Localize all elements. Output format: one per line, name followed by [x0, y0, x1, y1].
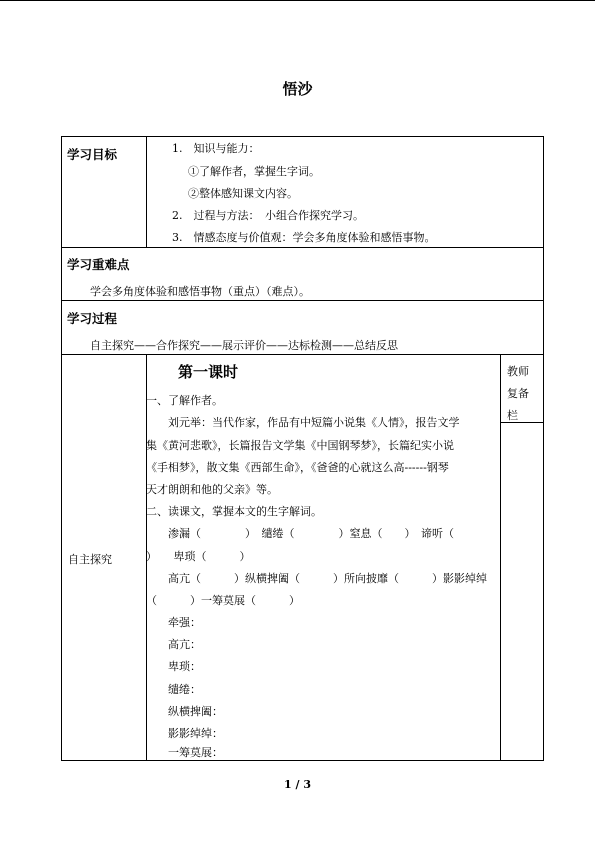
content-line: 一、了解作者。: [146, 394, 223, 407]
process-heading: 学习过程: [67, 311, 118, 326]
goal-item: ①了解作者，掌握生字词。: [188, 165, 320, 178]
content-line: （ ）一筹莫展（ ）: [146, 594, 300, 607]
content-line: 天才朗朗和他的父亲》等。: [146, 483, 278, 496]
page-number: 1 / 3: [284, 778, 311, 791]
side-note-line: 教师: [507, 365, 529, 378]
column-divider: [500, 354, 501, 761]
row-divider: [61, 300, 544, 301]
goals-heading: 学习目标: [67, 147, 118, 162]
content-line: 卑琐：: [168, 660, 201, 673]
difficulty-text: 学会多角度体验和感悟事物（重点）（难点）。: [90, 285, 310, 298]
content-line: 高亢：: [168, 638, 201, 651]
goal-item: 1. 知识与能力：: [172, 142, 260, 155]
content-line: 二、读课文，掌握本文的生字解词。: [146, 505, 322, 518]
content-line: 牵强：: [168, 616, 201, 629]
goal-item: 3. 情感态度与价值观：学会多角度体验和感悟事物。: [172, 231, 436, 244]
difficulty-heading: 学习重难点: [67, 257, 130, 272]
content-line: 一筹莫展：: [168, 746, 223, 759]
content-line: 影影绰绰：: [168, 727, 223, 740]
lesson-title: 第一课时: [178, 363, 239, 381]
content-line: 纵横捭阖：: [168, 705, 223, 718]
process-text: 自主探究——合作探究——展示评价——达标检测——总结反思: [90, 339, 398, 352]
teacher-notes-label: [507, 361, 529, 427]
content-line: 刘元举：当代作家，作品有中短篇小说集《人情》，报告文学: [168, 416, 460, 429]
row-divider: [61, 247, 544, 248]
content-line: 集《黄河悲歌》，长篇报告文学集《中国钢琴梦》，长篇纪实小说: [146, 439, 454, 452]
column-divider: [146, 136, 147, 247]
row-divider: [61, 354, 544, 355]
content-line: ） 卑琐（ ）: [146, 550, 251, 563]
side-note-line: 复备: [507, 387, 529, 400]
content-line: 《手相梦》，散文集《西部生命》，《爸爸的心就这么高------钢琴: [146, 461, 449, 474]
page-title: 悟沙: [282, 80, 313, 98]
section-label: 自主探究: [68, 553, 112, 566]
content-line: 高亢（ ）纵横捭阖（ ）所向披靡（ ）影影绰绰: [168, 572, 487, 585]
side-note-line: 栏: [507, 409, 518, 422]
content-line: 渗漏（ ） 缱绻（ ）窒息（ ） 谛听（: [168, 527, 454, 540]
goal-item: 2. 过程与方法： 小组合作探究学习。: [172, 209, 364, 222]
content-line: 缱绻：: [168, 683, 201, 696]
top-rule: [0, 0, 595, 1]
goal-item: ②整体感知课文内容。: [188, 187, 298, 200]
